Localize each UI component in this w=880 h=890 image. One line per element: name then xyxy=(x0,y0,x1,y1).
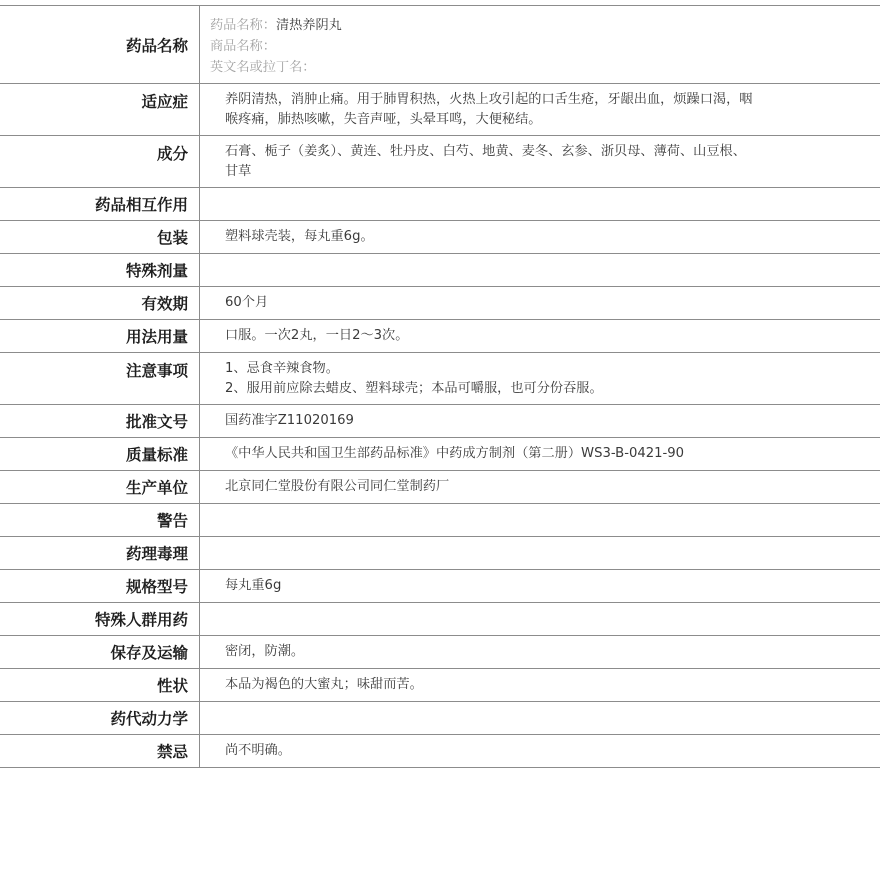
value-line: 养阴清热，消肿止痛。用于肺胃积热，火热上攻引起的口舌生疮，牙龈出血，烦躁口渴，咽 xyxy=(225,92,753,107)
row-value xyxy=(200,636,880,668)
value-line: 《中华人民共和国卫生部药品标准》中药成方制剂（第二册）WS3-B-0421-90 xyxy=(225,446,685,461)
table-row xyxy=(0,353,880,405)
row-label: 注意事项 xyxy=(0,353,200,404)
value-line: 密闭，防潮。 xyxy=(225,644,305,659)
row-value xyxy=(200,84,880,135)
row-label: 质量标准 xyxy=(0,438,200,470)
row-value xyxy=(200,702,880,734)
value-line: 北京同仁堂股份有限公司同仁堂制药厂 xyxy=(225,479,450,494)
generic-name-prefix: 药品名称： xyxy=(210,18,276,33)
trade-name-line: 商品名称： xyxy=(210,39,276,54)
row-label: 生产单位 xyxy=(0,471,200,503)
row-label: 药代动力学 xyxy=(0,702,200,734)
row-value xyxy=(200,320,880,352)
table-row xyxy=(0,471,880,504)
row-value xyxy=(200,669,880,701)
value-line: 1、忌食辛辣食物。 xyxy=(225,361,339,376)
row-label: 规格型号 xyxy=(0,570,200,602)
row-label: 药理毒理 xyxy=(0,537,200,569)
row-label: 特殊人群用药 xyxy=(0,603,200,635)
value-line: 60个月 xyxy=(225,295,269,310)
value-line: 每丸重6g xyxy=(225,578,282,593)
generic-name-line xyxy=(210,15,870,36)
value-line: 本品为褐色的大蜜丸；味甜而苦。 xyxy=(225,677,423,692)
value-line: 国药准字Z11020169 xyxy=(225,413,354,428)
table-row xyxy=(0,84,880,136)
row-label: 药品相互作用 xyxy=(0,188,200,220)
row-value xyxy=(200,603,880,635)
row-label: 批准文号 xyxy=(0,405,200,437)
row-value xyxy=(200,438,880,470)
row-value xyxy=(200,537,880,569)
generic-name-value: 清热养阴丸 xyxy=(275,18,342,33)
row-value xyxy=(200,287,880,319)
row-label: 禁忌 xyxy=(0,735,200,767)
table-row xyxy=(0,735,880,768)
english-name-line: 英文名或拉丁名： xyxy=(210,60,316,75)
value-line: 口服。一次2丸，一日2～3次。 xyxy=(225,328,409,343)
row-value xyxy=(200,570,880,602)
value-line: 尚不明确。 xyxy=(225,743,291,758)
value-line: 石膏、栀子（姜炙）、黄连、牡丹皮、白芍、地黄、麦冬、玄参、浙贝母、薄荷、山豆根、 xyxy=(225,144,746,159)
value-line: 喉疼痛，肺热咳嗽，失音声哑，头晕耳鸣，大便秘结。 xyxy=(225,112,542,127)
row-value xyxy=(200,735,880,767)
table-row xyxy=(0,136,880,188)
table-row xyxy=(0,504,880,537)
table-row xyxy=(0,636,880,669)
label-drug-name: 药品名称 xyxy=(0,6,200,83)
row-value xyxy=(200,221,880,253)
row-value xyxy=(200,136,880,187)
row-label: 特殊剂量 xyxy=(0,254,200,286)
value-line: 甘草 xyxy=(225,164,252,179)
row-label: 包装 xyxy=(0,221,200,253)
row-value xyxy=(200,188,880,220)
row-label: 成分 xyxy=(0,136,200,187)
drug-info-table xyxy=(0,5,880,768)
row-value xyxy=(200,471,880,503)
row-label: 用法用量 xyxy=(0,320,200,352)
row-drug-name xyxy=(0,6,880,84)
table-row xyxy=(0,405,880,438)
table-row xyxy=(0,254,880,287)
table-row xyxy=(0,570,880,603)
row-value xyxy=(200,353,880,404)
table-row xyxy=(0,320,880,353)
table-row xyxy=(0,438,880,471)
table-row xyxy=(0,702,880,735)
row-label: 性状 xyxy=(0,669,200,701)
value-line: 塑料球壳装，每丸重6g。 xyxy=(225,229,374,244)
table-row xyxy=(0,669,880,702)
drug-name-block xyxy=(200,6,880,83)
row-value xyxy=(200,254,880,286)
row-label: 保存及运输 xyxy=(0,636,200,668)
row-label: 警告 xyxy=(0,504,200,536)
value-line: 2、服用前应除去蜡皮、塑料球壳；本品可嚼服，也可分份吞服。 xyxy=(225,381,603,396)
row-value xyxy=(200,405,880,437)
row-label: 有效期 xyxy=(0,287,200,319)
table-row xyxy=(0,603,880,636)
table-row xyxy=(0,188,880,221)
row-value xyxy=(200,504,880,536)
table-row xyxy=(0,287,880,320)
row-label: 适应症 xyxy=(0,84,200,135)
table-row xyxy=(0,221,880,254)
table-row xyxy=(0,537,880,570)
